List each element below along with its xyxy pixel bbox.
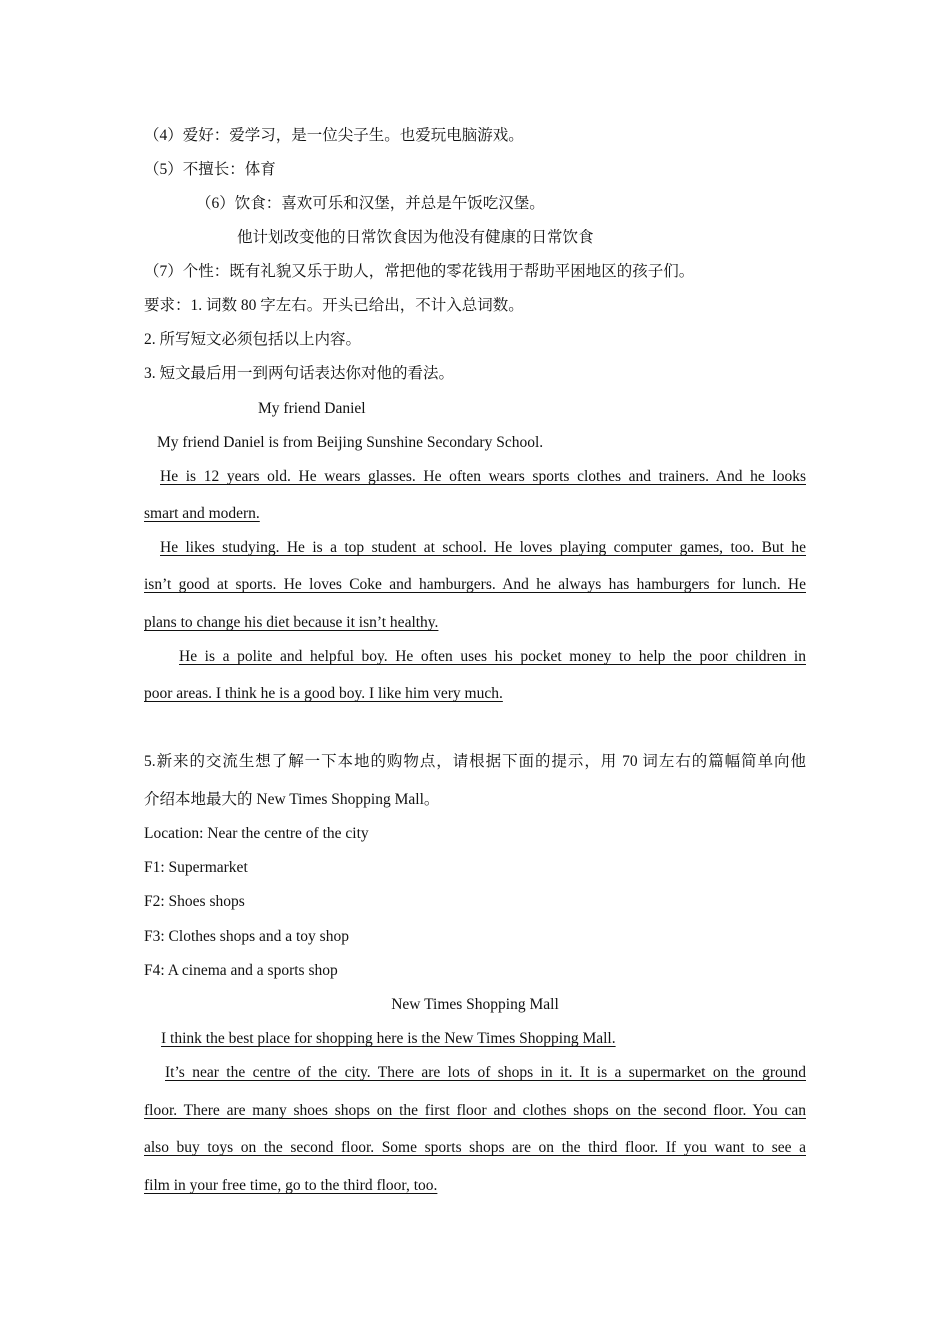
mall-essay-line: also buy toys on the second floor. Some sports shops are on the third floor. If you want to see a [144,1139,806,1156]
essay-line: He is 12 years old. He wears glasses. He often wears sports clothes and trainers. And he looks [160,468,806,485]
floor1-line: F1: Supermarket [144,859,248,876]
requirement-2: 2. 所写短文必须包括以上内容。 [144,331,362,348]
essay-line: smart and modern. [144,505,260,522]
essay-opening: My friend Daniel is from Beijing Sunshine Secondary School. [157,434,544,451]
essay-line: He likes studying. He is a top student at school. He loves playing computer games, too. But he [160,539,806,556]
mall-essay-title: New Times Shopping Mall [391,996,559,1013]
location-line: Location: Near the centre of the city [144,825,369,842]
essay-line: He is a polite and helpful boy. He often uses his pocket money to help the poor children in [179,648,806,665]
task5-prompt-line1: 5.新来的交流生想了解一下本地的购物点，请根据下面的提示，用 70 词左右的篇幅简单向他 [144,753,806,770]
mall-essay-line: film in your free time, go to the third floor, too. [144,1177,438,1194]
mall-essay-line: It’s near the centre of the city. There are lots of shops in it. It is a supermarket on the ground [165,1064,806,1081]
floor2-line: F2: Shoes shops [144,893,245,910]
diet-plan-line: 他计划改变他的日常饮食因为他没有健康的日常饮食 [237,229,594,246]
weakness-line: （5）不擅长：体育 [144,161,276,178]
requirement-3: 3. 短文最后用一到两句话表达你对他的看法。 [144,365,455,382]
task5-prompt-line2: 介绍本地最大的 New Times Shopping Mall。 [144,791,440,808]
diet-line: （6）饮食：喜欢可乐和汉堡，并总是午饭吃汉堡。 [196,195,545,212]
floor4-line: F4: A cinema and a sports shop [144,962,338,979]
essay-line: poor areas. I think he is a good boy. I like him very much. [144,685,503,702]
hobby-line: （4）爱好：爱学习，是一位尖子生。也爱玩电脑游戏。 [144,127,524,144]
essay-title: My friend Daniel [258,400,366,417]
essay-line: plans to change his diet because it isn’t healthy. [144,614,439,631]
essay-line: isn’t good at sports. He loves Coke and hamburgers. And he always has hamburgers for lunch. He [144,576,806,593]
mall-essay-line: I think the best place for shopping here is the New Times Shopping Mall. [161,1030,616,1047]
mall-essay-line: floor. There are many shoes shops on the first floor and clothes shops on the second floor. You can [144,1102,806,1119]
requirement-1: 要求：1. 词数 80 字左右。开头已给出，不计入总词数。 [144,297,524,314]
floor3-line: F3: Clothes shops and a toy shop [144,928,349,945]
personality-line: （7）个性：既有礼貌又乐于助人，常把他的零花钱用于帮助平困地区的孩子们。 [144,263,695,280]
